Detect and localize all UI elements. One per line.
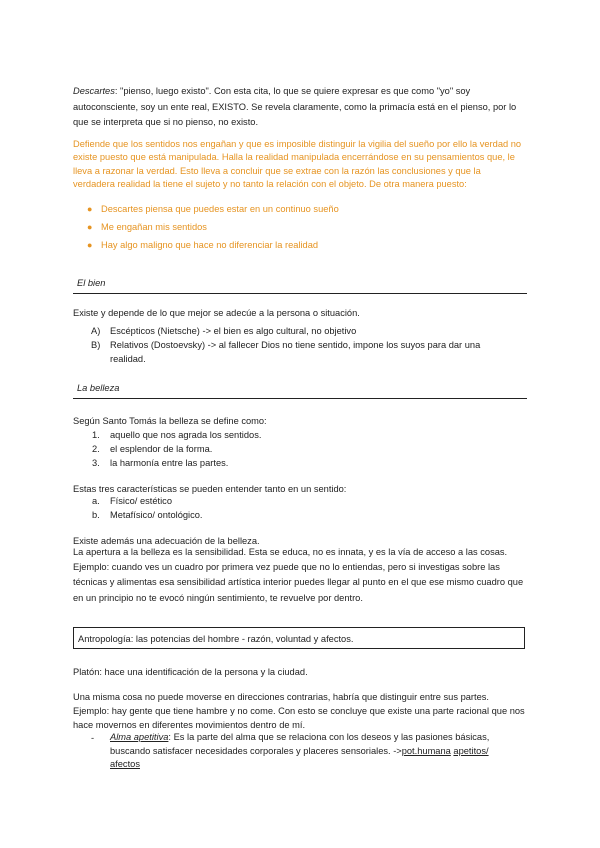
lettered-marker: b. [92,510,100,520]
numbered-item: aquello que nos agrada los sentidos. [110,430,262,440]
orange-paragraph: Defiende que los sentidos nos engañan y que es imposible distinguir la vigilia del sueño por ello la verdad no existe puesto que está manipulada. Halla la realidad manipulada encerrándose en su pensamientos que, le lleva a razonar la verdad. Esto lleva a concluir que se extrae con la razón las conclusiones y que la verdadera realidad la tiene el sujeto y no tanto la relación con el objeto. De otra manera puesto: [73,139,522,190]
numbered-item: el esplendor de la forma. [110,444,213,454]
la-belleza-adecuacion: Existe además una adecuación de la belleza. [73,536,260,546]
el-bien-item: Escépticos (Nietsche) -> el bien es algo cultural, no objetivo [110,326,357,336]
orange-bullet-dot: ● [87,204,93,214]
el-bien-item: Relativos (Dostoevsky) -> al fallecer Dios no tiene sentido, impone los suyos para dar una realidad. [110,340,481,364]
lettered-marker: a. [92,496,100,506]
alma-term: Alma apetitiva [110,732,169,742]
numbered-marker: 3. [92,458,100,468]
numbered-item: la harmonía entre las partes. [110,458,229,468]
la-belleza-apertura: La apertura a la belleza es la sensibilidad. Esta se educa, no es innata, y es la vía de acceso a las cosas. Ejemplo: cuando ves un cuadro por primera vez puede que no lo entiendas, pero si investigas sobre las técnicas y alimentas esa sensibilidad artística interior puedes llegar al punto en el que ese mismo cuadro que en un principio no te evocó ningún sentimiento, te revuelve por dentro. [73,547,524,603]
orange-bullet-dot: ● [87,222,93,232]
orange-bullet-item: Hay algo maligno que hace no diferenciar la realidad [101,240,319,250]
la-belleza-second-intro: Estas tres características se pueden entender tanto en un sentido: [73,484,347,494]
numbered-marker: 1. [92,430,100,440]
intro-text: : "pienso, luego existo". Con esta cita, lo que se quiere expresar es que como "yo" soy autoconsciente, soy un ente real, EXISTO. Se revela claramente, como la primacía está en el pienso, por lo que se interpreta que si no pienso, no existo. [73,86,517,128]
lettered-item: Metafísico/ ontológico. [110,510,203,520]
orange-bullet-item: Descartes piensa que puedes estar en un continuo sueño [101,204,339,214]
alma-link-apetitos[interactable]: apetitos/ afectos [110,745,489,770]
orange-bullet-dot: ● [87,240,93,250]
el-bien-marker: B) [91,340,101,350]
lettered-item: Físico/ estético [110,496,173,506]
antropologia-box: Antropología: las potencias del hombre - razón, voluntad y afectos. [73,627,525,649]
platon-line: Platón: hace una identificación de la persona y la ciudad. [73,667,308,677]
misma-cosa-paragraph: Una misma cosa no puede moverse en direcciones contrarias, habría que distinguir entre sus partes. Ejemplo: hay gente que tiene hambre y no come. Con esto se concluye que existe una parte racional que nos hace movernos en diferentes movimientos dentro de mí. [73,692,525,731]
el-bien-heading: El bien [77,278,106,288]
intro-author: Descartes [73,86,115,96]
alma-dash: - [91,733,95,743]
orange-bullet-item: Me engañan mis sentidos [101,222,207,232]
la-belleza-rule [73,398,527,399]
intro-paragraph [73,84,525,131]
el-bien-intro: Existe y depende de lo que mejor se adecúe a la persona o situación. [73,308,360,318]
el-bien-marker: A) [91,326,101,336]
alma-link-pot-humana[interactable]: pot.humana [401,745,451,756]
numbered-marker: 2. [92,444,100,454]
el-bien-rule [73,293,527,294]
la-belleza-heading: La belleza [77,383,120,393]
alma-paragraph [110,731,510,772]
alma-text: : Es la parte del alma que se relaciona con los deseos y las pasiones básicas, buscando satisfacer necesidades corporales y placeres sensoriales. -> [110,732,490,756]
la-belleza-intro: Según Santo Tomás la belleza se define como: [73,416,267,426]
